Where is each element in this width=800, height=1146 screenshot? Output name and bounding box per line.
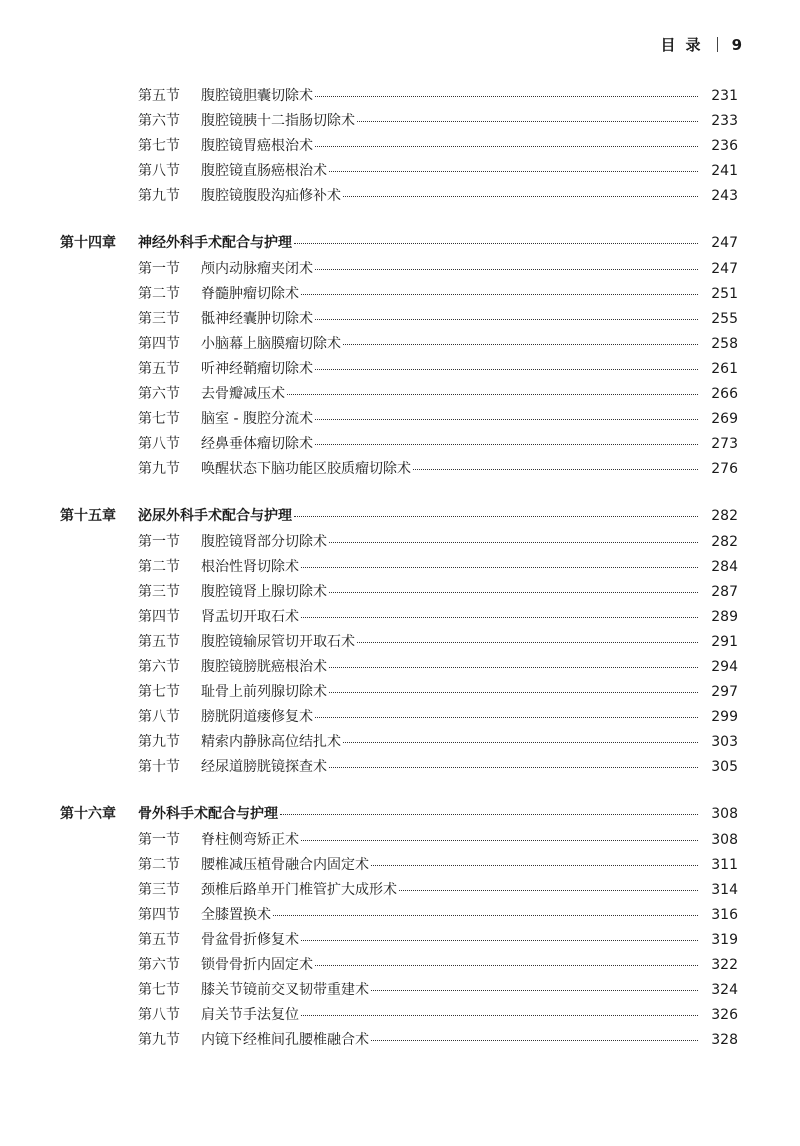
toc-entry-title: 肾盂切开取石术 [201,608,299,625]
toc-entry-page: 289 [711,608,738,625]
dot-leader [315,407,698,420]
toc-entry-label: 第二节 [138,856,180,873]
dot-leader [315,357,698,370]
dot-leader [329,580,698,593]
dot-leader [301,828,698,841]
toc-section-entry[interactable] [0,878,800,903]
toc-section-entry[interactable] [0,655,800,680]
dot-leader [315,134,698,147]
toc-entry-label: 第十六章 [60,806,116,823]
toc-entry-page: 269 [711,411,738,428]
dot-leader [301,282,698,295]
toc-section-entry[interactable] [0,580,800,605]
toc-entry-label: 第九节 [138,188,180,205]
dot-leader [357,630,698,643]
toc-entry-label: 第十五章 [60,508,116,525]
dot-leader [371,1028,698,1041]
toc-section-entry[interactable] [0,159,800,184]
toc-section-entry[interactable] [0,903,800,928]
dot-leader [315,307,698,320]
dot-leader [371,853,698,866]
dot-leader [287,382,698,395]
toc-entry-title: 骨外科手术配合与护理 [138,806,278,823]
toc-entry-page: 328 [711,1032,738,1049]
toc-entry-page: 233 [711,113,738,130]
dot-leader [294,231,698,244]
toc-entry-label: 第十节 [138,759,180,776]
toc-entry-title: 腹腔镜直肠癌根治术 [201,163,327,180]
toc-entry-page: 303 [711,734,738,751]
toc-section-entry[interactable] [0,257,800,282]
toc-entry-title: 腹腔镜胃癌根治术 [201,138,313,155]
dot-leader [280,802,698,815]
toc-entry-page: 258 [711,335,738,352]
dot-leader [301,605,698,618]
toc-section-entry[interactable] [0,184,800,209]
toc-entry-page: 251 [711,285,738,302]
toc-entry-page: 297 [711,684,738,701]
dot-leader [273,903,698,916]
toc-entry-label: 第八节 [138,1007,180,1024]
toc-entry-title: 全膝置换术 [201,906,271,923]
toc-section-entry[interactable] [0,680,800,705]
dot-leader [343,332,698,345]
toc-entry-page: 241 [711,163,738,180]
dot-leader [315,705,698,718]
toc-entry-label: 第五节 [138,633,180,650]
toc-entry-label: 第二节 [138,558,180,575]
toc-section-entry[interactable] [0,605,800,630]
toc-chapter-entry[interactable] [0,802,800,827]
toc-section-entry[interactable] [0,382,800,407]
toc-entry-title: 经鼻垂体瘤切除术 [201,436,313,453]
toc-entry-label: 第四节 [138,906,180,923]
dot-leader [301,1003,698,1016]
toc-entry-label: 第一节 [138,533,180,550]
toc-entry-title: 腹腔镜膀胱癌根治术 [201,658,327,675]
dot-leader [357,109,698,122]
toc-section-entry[interactable] [0,953,800,978]
toc-entry-label: 第七节 [138,138,180,155]
toc-entry-title: 听神经鞘瘤切除术 [201,360,313,377]
toc-entry-label: 第五节 [138,360,180,377]
toc-section-entry[interactable] [0,705,800,730]
toc-entry-label: 第三节 [138,583,180,600]
toc-entry-label: 第九节 [138,734,180,751]
toc-entry-title: 肩关节手法复位 [201,1007,299,1024]
dot-leader [329,530,698,543]
dot-leader [315,257,698,270]
toc-section-entry[interactable] [0,109,800,134]
dot-leader [315,432,698,445]
toc-entry-label: 第二节 [138,285,180,302]
dot-leader [371,978,698,991]
dot-leader [413,457,698,470]
toc-entry-title: 颈椎后路单开门椎管扩大成形术 [201,881,397,898]
toc-entry-label: 第十四章 [60,235,116,252]
header-page-number: 9 [731,35,742,54]
toc-entry-label: 第七节 [138,684,180,701]
toc-entry-page: 294 [711,658,738,675]
toc-entry-title: 根治性肾切除术 [201,558,299,575]
toc-entry-page: 231 [711,88,738,104]
toc-entry-page: 324 [711,982,738,999]
toc-section-entry[interactable] [0,555,800,580]
toc-entry-title: 脊柱侧弯矫正术 [201,831,299,848]
toc-entry-title: 内镜下经椎间孔腰椎融合术 [201,1032,369,1049]
toc-entry-title: 骨盆骨折修复术 [201,931,299,948]
toc-entry-page: 305 [711,759,738,776]
toc-entry-title: 唤醒状态下脑功能区胶质瘤切除术 [201,461,411,478]
toc-section-entry[interactable] [0,307,800,332]
toc-entry-page: 316 [711,906,738,923]
toc-entry-label: 第六节 [138,113,180,130]
dot-leader [329,159,698,172]
toc-section-entry[interactable] [0,730,800,755]
toc-entry-label: 第四节 [138,335,180,352]
running-header [661,34,742,55]
table-of-contents [0,84,800,1053]
toc-section-entry[interactable] [0,407,800,432]
toc-section-entry[interactable] [0,457,800,482]
toc-section-entry[interactable] [0,357,800,382]
toc-entry-page: 284 [711,558,738,575]
toc-section-entry[interactable] [0,332,800,357]
dot-leader [315,84,698,97]
toc-section-entry[interactable] [0,928,800,953]
header-divider [717,37,718,52]
toc-section-entry[interactable] [0,853,800,878]
toc-entry-label: 第七节 [138,411,180,428]
toc-entry-page: 261 [711,360,738,377]
toc-entry-title: 腹腔镜腹股沟疝修补术 [201,188,341,205]
toc-entry-title: 泌尿外科手术配合与护理 [138,508,292,525]
toc-section-entry[interactable] [0,828,800,853]
toc-entry-page: 326 [711,1007,738,1024]
dot-leader [329,655,698,668]
toc-section-entry[interactable] [0,84,800,109]
toc-entry-page: 273 [711,436,738,453]
toc-entry-page: 266 [711,386,738,403]
toc-entry-page: 255 [711,310,738,327]
toc-section-entry[interactable] [0,755,800,780]
toc-entry-title: 腹腔镜输尿管切开取石术 [201,633,355,650]
toc-entry-page: 311 [711,856,738,873]
toc-entry-title: 腹腔镜胰十二指肠切除术 [201,113,355,130]
dot-leader [315,953,698,966]
toc-entry-title: 去骨瓣减压术 [201,386,285,403]
toc-entry-page: 322 [711,957,738,973]
toc-entry-page: 314 [711,881,738,898]
dot-leader [343,184,698,197]
toc-entry-title: 精索内静脉高位结扎术 [201,734,341,751]
toc-chapter-entry[interactable] [0,504,800,529]
toc-entry-page: 236 [711,138,738,155]
dot-leader [343,730,698,743]
toc-entry-label: 第三节 [138,881,180,898]
toc-entry-page: 282 [711,533,738,550]
toc-section-entry[interactable] [0,1003,800,1028]
toc-section-entry[interactable] [0,282,800,307]
toc-entry-title: 骶神经囊肿切除术 [201,310,313,327]
toc-entry-label: 第五节 [138,88,180,104]
toc-entry-title: 腰椎减压植骨融合内固定术 [201,856,369,873]
dot-leader [301,555,698,568]
toc-entry-page: 308 [711,806,738,823]
toc-entry-page: 287 [711,583,738,600]
toc-entry-label: 第九节 [138,1032,180,1049]
toc-entry-page: 291 [711,633,738,650]
toc-entry-page: 243 [711,188,738,205]
toc-entry-title: 耻骨上前列腺切除术 [201,684,327,701]
toc-entry-label: 第一节 [138,260,180,277]
toc-entry-page: 299 [711,709,738,726]
toc-entry-title: 颅内动脉瘤夹闭术 [201,260,313,277]
toc-entry-page: 276 [711,461,738,478]
toc-entry-label: 第三节 [138,310,180,327]
toc-entry-label: 第六节 [138,957,180,973]
toc-entry-label: 第六节 [138,386,180,403]
dot-leader [329,755,698,768]
dot-leader [399,878,698,891]
toc-entry-page: 247 [711,260,738,277]
toc-entry-page: 282 [711,508,738,525]
toc-section-entry[interactable] [0,1028,800,1053]
dot-leader [294,504,698,517]
toc-section-entry[interactable] [0,432,800,457]
toc-entry-page: 319 [711,931,738,948]
dot-leader [329,680,698,693]
toc-entry-title: 膀胱阴道瘘修复术 [201,709,313,726]
toc-entry-label: 第八节 [138,163,180,180]
toc-entry-title: 腹腔镜肾上腺切除术 [201,583,327,600]
toc-section-entry[interactable] [0,134,800,159]
toc-entry-page: 247 [711,235,738,252]
toc-entry-title: 腹腔镜肾部分切除术 [201,533,327,550]
toc-chapter-entry[interactable] [0,231,800,256]
toc-entry-title: 膝关节镜前交叉韧带重建术 [201,982,369,999]
toc-entry-label: 第七节 [138,982,180,999]
toc-entry-title: 锁骨骨折内固定术 [201,957,313,973]
toc-entry-title: 小脑幕上脑膜瘤切除术 [201,335,341,352]
toc-section-entry[interactable] [0,630,800,655]
dot-leader [301,928,698,941]
toc-entry-label: 第九节 [138,461,180,478]
toc-entry-title: 脑室 - 腹腔分流术 [201,411,313,428]
toc-entry-page: 308 [711,831,738,848]
toc-entry-title: 经尿道膀胱镜探查术 [201,759,327,776]
toc-entry-label: 第四节 [138,608,180,625]
toc-entry-label: 第五节 [138,931,180,948]
toc-entry-title: 腹腔镜胆囊切除术 [201,88,313,104]
header-title: 目录 [660,36,711,54]
toc-section-entry[interactable] [0,978,800,1003]
toc-entry-label: 第一节 [138,831,180,848]
toc-entry-title: 脊髓肿瘤切除术 [201,285,299,302]
toc-entry-label: 第八节 [138,709,180,726]
toc-entry-title: 神经外科手术配合与护理 [138,235,292,252]
toc-section-entry[interactable] [0,530,800,555]
toc-entry-label: 第八节 [138,436,180,453]
toc-entry-label: 第六节 [138,658,180,675]
